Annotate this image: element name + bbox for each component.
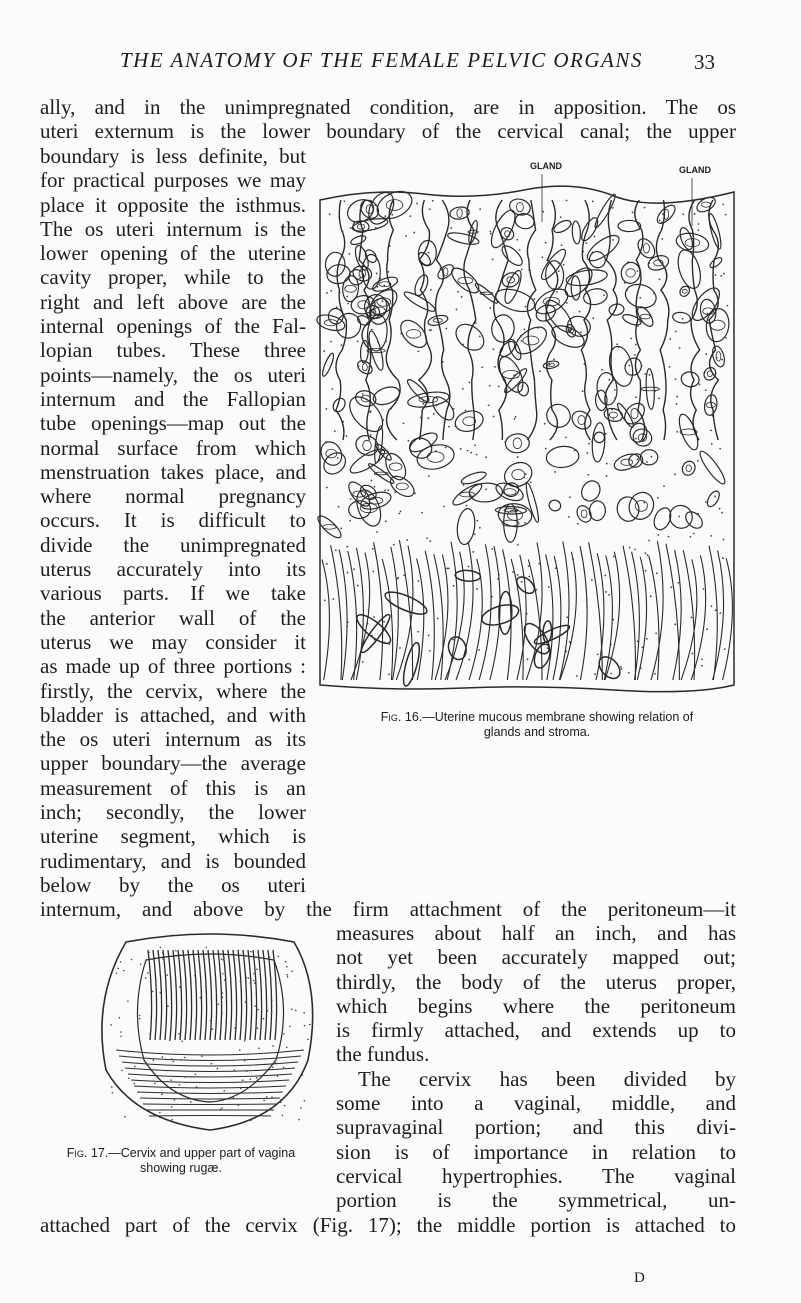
paragraph-top bbox=[40, 95, 736, 144]
page-number: 33 bbox=[694, 50, 715, 74]
text-line: upper boundary—the average bbox=[40, 751, 306, 776]
text-line: lopian tubes. These three bbox=[40, 338, 306, 363]
figure-16 bbox=[314, 140, 740, 700]
text-line: the fundus. bbox=[336, 1042, 430, 1067]
text-line: cavity proper, while to the bbox=[40, 265, 306, 290]
text-line: boundary is less definite, but bbox=[40, 144, 306, 168]
text-line: internal openings of the Fal- bbox=[40, 314, 306, 339]
caption-text: —Cervix and upper part of vagina bbox=[108, 1146, 296, 1160]
text-line: cervical hypertrophies. The vaginal bbox=[336, 1163, 736, 1188]
text-line: menstruation takes place, and bbox=[40, 459, 306, 484]
text-line: internum, and above by the firm attachment of the peritoneum—it bbox=[40, 897, 736, 921]
text-line: right and left above are the bbox=[40, 289, 306, 314]
text-line: thirdly, the body of the uterus proper, bbox=[336, 969, 736, 994]
text-line: the os uteri internum as its bbox=[40, 727, 306, 752]
text-line: uterus we may consider it bbox=[40, 629, 306, 654]
text-line: portion is the symmetrical, un- bbox=[336, 1188, 736, 1213]
gland-label: GLAND bbox=[530, 161, 562, 171]
text-line: firstly, the cervix, where the bbox=[40, 678, 306, 703]
text-line: measurement of this is an bbox=[40, 775, 306, 800]
text-line: occurs. It is difficult to bbox=[40, 508, 306, 533]
text-line: place it opposite the isthmus. bbox=[40, 192, 306, 217]
caption-label: Fig. 17. bbox=[66, 1146, 109, 1160]
signature-mark: D bbox=[634, 1270, 645, 1286]
caption-text: —Uterine mucous membrane showing relation of bbox=[422, 710, 694, 724]
running-head: THE ANATOMY OF THE FEMALE PELVIC ORGANS bbox=[120, 48, 643, 72]
text-line: uteri externum is the lower boundary of the cervical canal; the upper bbox=[40, 119, 736, 144]
figure-17-caption bbox=[40, 1146, 322, 1176]
text-line: is firmly attached, and extends up to bbox=[336, 1018, 736, 1043]
text-line: uterus accurately into its bbox=[40, 557, 306, 582]
text-line: measures about half an inch, and has bbox=[336, 921, 736, 945]
paragraph-last bbox=[40, 1213, 736, 1237]
caption-label: Fig. 16. bbox=[380, 710, 423, 724]
caption-text: glands and stroma. bbox=[483, 725, 591, 739]
text-line: rudimentary, and is bounded bbox=[40, 848, 306, 873]
text-line: attached part of the cervix (Fig. 17); the middle portion is attached to bbox=[40, 1213, 736, 1237]
text-line: normal surface from which bbox=[40, 435, 306, 460]
text-line: divide the unimpregnated bbox=[40, 532, 306, 557]
figure-16-caption bbox=[332, 710, 742, 740]
text-line: tube openings—map out the bbox=[40, 411, 306, 436]
text-line: bladder is attached, and with bbox=[40, 702, 306, 727]
text-line: points—namely, the os uteri bbox=[40, 362, 306, 387]
text-line: ally, and in the unimpregnated condition, are in apposition. The os bbox=[40, 95, 736, 119]
text-line: some into a vaginal, middle, and bbox=[336, 1091, 736, 1116]
text-line: sion is of importance in relation to bbox=[336, 1139, 736, 1164]
uterine-mucosa-illustration bbox=[314, 140, 740, 700]
text-line: where normal pregnancy bbox=[40, 484, 306, 509]
text-line: The cervix has been divided by bbox=[358, 1066, 736, 1091]
text-line: inch; secondly, the lower bbox=[40, 800, 306, 825]
text-line: for practical purposes we may bbox=[40, 168, 306, 193]
text-line: internum and the Fallopian bbox=[40, 386, 306, 411]
text-line: uterine segment, which is bbox=[40, 824, 306, 849]
page-header bbox=[0, 48, 801, 72]
text-line: supravaginal portion; and this divi- bbox=[336, 1115, 736, 1140]
gland-label: GLAND bbox=[679, 165, 711, 175]
text-line: the anterior wall of the bbox=[40, 605, 306, 630]
text-line: not yet been accurately mapped out; bbox=[336, 945, 736, 970]
text-line: below by the os uteri bbox=[40, 872, 306, 897]
paragraph-left-column bbox=[40, 144, 306, 897]
text-line: The os uteri internum is the bbox=[40, 216, 306, 241]
text-line: various parts. If we take bbox=[40, 581, 306, 606]
text-line: lower opening of the uterine bbox=[40, 241, 306, 266]
paragraph-full-mid bbox=[40, 897, 736, 921]
figure-17 bbox=[86, 930, 334, 1140]
paragraph-right-column bbox=[336, 921, 736, 1213]
text-line: which begins where the peritoneum bbox=[336, 993, 736, 1018]
cervix-illustration bbox=[86, 930, 334, 1140]
text-line: as made up of three portions : bbox=[40, 654, 306, 679]
caption-text: showing rugæ. bbox=[140, 1161, 222, 1175]
